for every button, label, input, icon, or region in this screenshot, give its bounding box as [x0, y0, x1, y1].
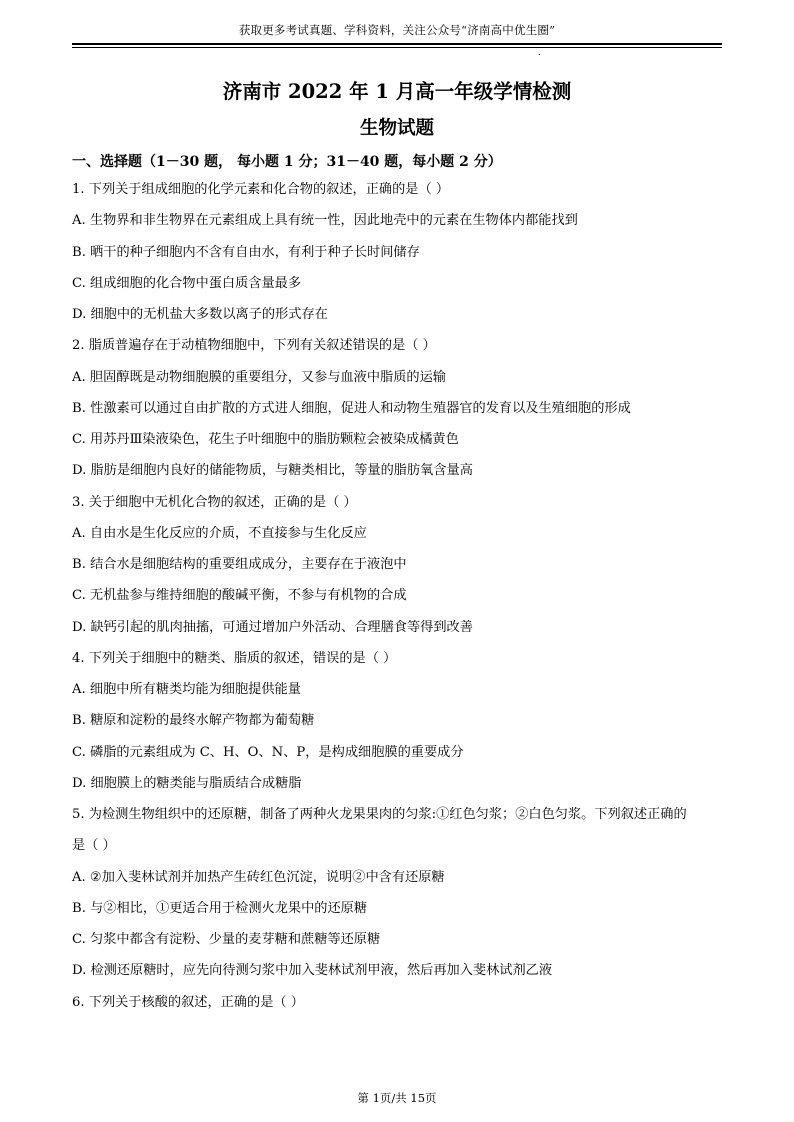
option-line: C. 匀浆中都含有淀粉、少量的麦芽糖和蔗糖等还原糖	[72, 932, 381, 947]
option-line: A. 细胞中所有糖类均能为细胞提供能量	[72, 682, 301, 697]
option-line: D. 检测还原糖时，应先向待测匀浆中加入斐林试剂甲液，然后再加入斐林试剂乙液	[72, 963, 553, 978]
header-rule-thin	[72, 47, 722, 48]
option-line: A. 生物界和非生物界在元素组成上具有统一性，因此地壳中的元素在生物体内都能找到	[72, 213, 578, 228]
page-header-text: 获取更多考试真题、学科资料，关注公众号“济南高中优生圈”	[238, 23, 556, 37]
page-number: 第 1页/共 15页	[357, 1091, 437, 1105]
option-line: B. 与②相比，①更适合用于检测火龙果中的还原糖	[72, 901, 368, 916]
option-line: A. ②加入斐林试剂并加热产生砖红色沉淀，说明②中含有还原糖	[72, 870, 445, 885]
option-line: C. 磷脂的元素组成为 C、H、O、N、P，是构成细胞膜的重要成分	[72, 745, 464, 760]
option-line: D. 细胞中的无机盐大多数以离子的形式存在	[72, 307, 328, 322]
option-line: A. 自由水是生化反应的介质，不直接参与生化反应	[72, 526, 367, 541]
option-line: C. 组成细胞的化合物中蛋白质含量最多	[72, 276, 302, 291]
subject-title: 生物试题	[359, 118, 434, 139]
question-line: 5. 为检测生物组织中的还原糖，制备了两种火龙果果肉的匀浆:①红色匀浆；②白色匀浆。下列叙述正确的	[72, 807, 687, 822]
question-line: 6. 下列关于核酸的叙述，正确的是（ ）	[72, 995, 304, 1010]
option-line: C. 用苏丹Ⅲ染液染色，花生子叶细胞中的脂肪颗粒会被染成橘黄色	[72, 432, 459, 447]
header-dot: .	[538, 48, 541, 57]
question-line: 2. 脂质普遍存在于动植物细胞中，下列有关叙述错误的是（ ）	[72, 338, 436, 353]
question-line-continued: 是（ ）	[72, 838, 116, 853]
header-rule-thick	[72, 43, 722, 45]
section-heading: 一、选择题（1－30 题， 每小题 1 分；31－40 题，每小题 2 分）	[72, 154, 502, 170]
option-line: D. 细胞膜上的糖类能与脂质结合成糖脂	[72, 776, 302, 791]
option-line: D. 脂肪是细胞内良好的储能物质，与糖类相比，等量的脂肪氧含量高	[72, 463, 473, 478]
question-line: 4. 下列关于细胞中的糖类、脂质的叙述，错误的是（ ）	[72, 651, 397, 666]
question-line: 3. 关于细胞中无机化合物的叙述，正确的是（ ）	[72, 495, 357, 510]
option-line: B. 糖原和淀粉的最终水解产物都为葡萄糖	[72, 713, 315, 728]
exam-title: 济南市 2022 年 1 月高一年级学情检测	[222, 80, 572, 103]
option-line: B. 性激素可以通过自由扩散的方式进人细胞，促进人和动物生殖器官的发育以及生殖细胞的形成	[72, 401, 631, 416]
option-line: B. 晒干的种子细胞内不含有自由水，有利于种子长时间储存	[72, 245, 420, 260]
option-line: B. 结合水是细胞结构的重要组成成分，主要存在于液泡中	[72, 557, 407, 572]
option-line: D. 缺钙引起的肌肉抽搐，可通过增加户外活动、合理膳食等得到改善	[72, 620, 473, 635]
option-line: C. 无机盐参与维持细胞的酸碱平衡，不参与有机物的合成	[72, 588, 407, 603]
question-line: 1. 下列关于组成细胞的化学元素和化合物的叙述，正确的是（ ）	[72, 182, 450, 197]
option-line: A. 胆固醇既是动物细胞膜的重要组分，又参与血液中脂质的运输	[72, 370, 446, 385]
